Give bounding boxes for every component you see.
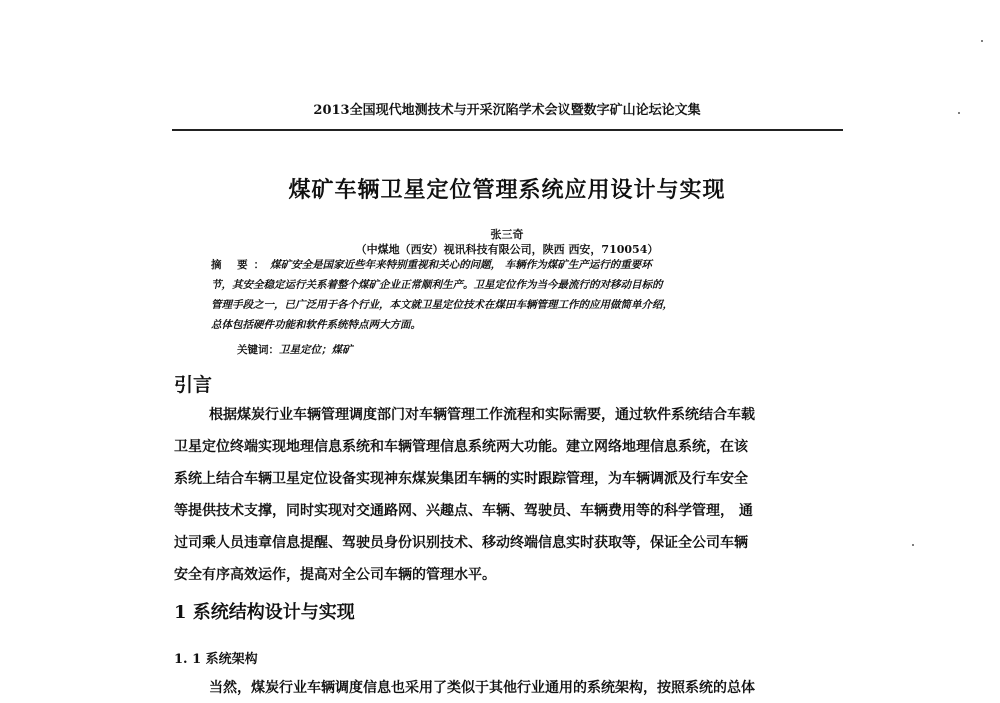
affiliation: （中煤地（西安）视讯科技有限公司，陕西 西安，710054） <box>355 243 659 256</box>
intro-line: 过司乘人员违章信息提醒、驾驶员身份识别技术、移动终端信息实时获取等，保证全公司车辆 <box>174 535 748 551</box>
scan-speck <box>912 544 914 546</box>
intro-line: 卫星定位终端实现地理信息系统和车辆管理信息系统两大功能。建立网络地理信息系统，在该 <box>174 439 748 455</box>
intro-line: 等提供技术支撑，同时实现对交通路网、兴趣点、车辆、驾驶员、车辆费用等的科学管理， 通 <box>174 503 753 519</box>
author: 张三奇 <box>490 228 524 241</box>
section-heading: 1 系统结构设计与实现 <box>174 602 355 623</box>
intro-heading: 引言 <box>174 374 213 396</box>
abstract-text: 煤矿安全是国家近些年来特别重视和关心的问题， 车辆作为煤矿生产运行的重要环 <box>270 259 652 271</box>
intro-line: 系统上结合车辆卫星定位设备实现神东煤炭集团车辆的实时跟踪管理，为车辆调派及行车安全 <box>174 471 748 487</box>
body-line: 当然，煤炭行业车辆调度信息也采用了类似于其他行业通用的系统架构，按照系统的总体 <box>209 680 755 696</box>
abstract-line: 节，其安全稳定运行关系着整个煤矿企业正常顺利生产。卫星定位作为当今最流行的对移动目标的 <box>211 279 663 291</box>
intro-line: 安全有序高效运作，提高对全公司车辆的管理水平。 <box>174 567 496 583</box>
intro-line: 根据煤炭行业车辆管理调度部门对车辆管理工作流程和实际需要，通过软件系统结合车载 <box>209 407 755 423</box>
abstract-label: 摘 要： <box>211 259 271 271</box>
header-rule <box>172 129 843 131</box>
abstract-line: 总体包括硬件功能和软件系统特点两大方面。 <box>211 319 421 331</box>
subsection-heading: 1. 1 系统架构 <box>174 652 258 667</box>
scan-speck <box>958 112 960 114</box>
paper-title: 煤矿车辆卫星定位管理系统应用设计与实现 <box>288 177 726 203</box>
abstract-line: 管理手段之一，已广泛用于各个行业，本文就卫星定位技术在煤田车辆管理工作的应用做简单介绍， <box>211 299 673 311</box>
keywords-label: 关键词： <box>237 344 279 356</box>
scan-speck <box>981 40 983 42</box>
proceedings-header: 2013全国现代地测技术与开采沉陷学术会议暨数字矿山论坛论文集 <box>313 103 701 118</box>
keywords-value: 卫星定位；煤矿 <box>279 344 353 356</box>
keywords <box>237 342 353 357</box>
abstract-line <box>211 257 652 272</box>
